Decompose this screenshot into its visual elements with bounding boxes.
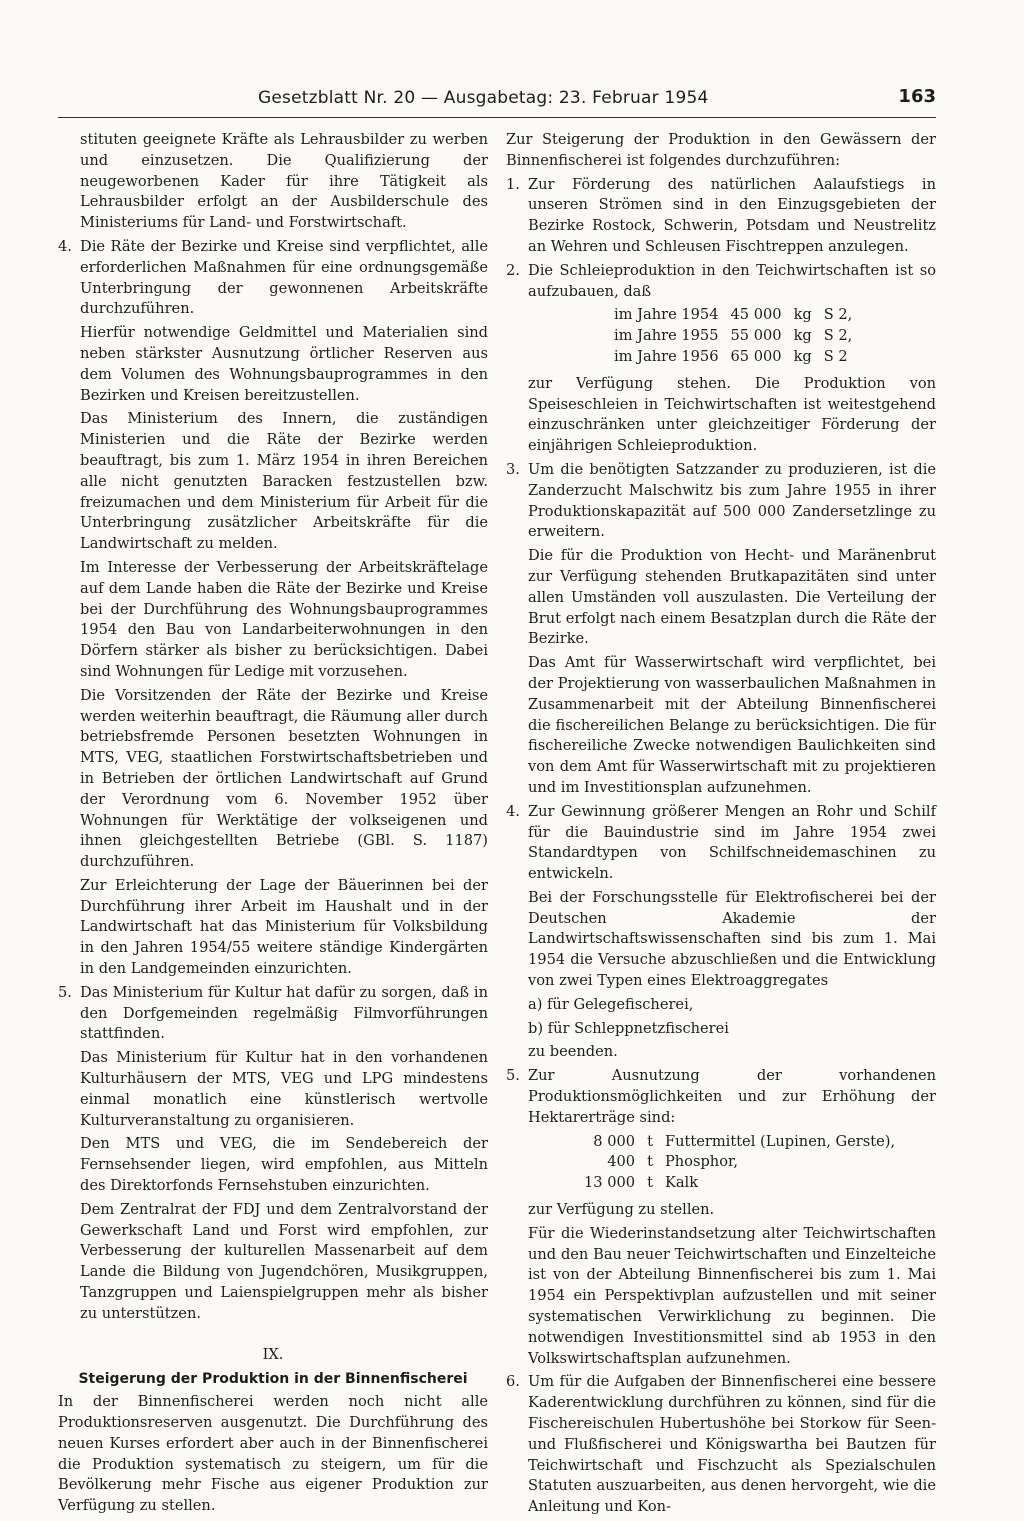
table-cell: 45 000 (730, 306, 782, 324)
table-row (608, 326, 858, 347)
paragraph: Zur Steigerung der Produktion in den Gewässern der Binnenfischerei ist folgendes durchzuführen: (506, 131, 936, 169)
table-cell: im Jahre 1954 (614, 306, 719, 324)
table-cell: t (647, 1132, 653, 1150)
paragraph: Zur Förderung des natürlichen Aalaufstiegs in unseren Strömen sind in den Einzugsgebieten der Bezirke Rostock, Schwerin, Potsdam und Neustrelitz an Wehren und Schleusen Fischtreppen anzulegen. (528, 175, 936, 255)
table-row (608, 305, 858, 326)
paragraph: Das Ministerium für Kultur hat dafür zu sorgen, daß in den Dorfgemeinden regelmäßig Filmvorführungen stattfinden. (80, 983, 488, 1043)
paragraph: Zur Ausnutzung der vorhandenen Produktionsmöglichkeiten und zur Erhöhung der Hektarerträge sind: (528, 1067, 936, 1126)
item-number: 2. (506, 261, 520, 279)
list-item-4 (506, 802, 936, 1064)
table-cell: t (647, 1153, 653, 1171)
table-row (578, 1152, 901, 1173)
item-number: 4. (506, 802, 520, 820)
paragraph: Die für die Produktion von Hecht- und Maränenbrut zur Verfügung stehenden Brutkapazitäten sind unter allen Umständen voll auszulasten. Die Verteilung der Brut erfolgt nach einem Besatzplan durch die Räte der Bezirke. (528, 547, 936, 648)
table-cell: 13 000 (584, 1174, 636, 1192)
paragraph: Im Interesse der Verbesserung der Arbeitskräftelage auf dem Lande haben die Räte der Bezirke und Kreise bei der Durchführung des Wohnungsbauprogrammes 1954 den Bau von Landarbeiterwohnungen in den Dörfern stärker als bisher zu berücksichtigen. Dabei sind Wohnungen für Ledige mit vorzusehen. (80, 558, 488, 680)
table-row (578, 1132, 901, 1153)
table-cell: S 2, (823, 327, 853, 345)
list-item-4 (58, 237, 488, 980)
paragraph: Um die benötigten Satzzander zu produzieren, ist die Zanderzucht Malschwitz bis zum Jahre 1955 in ihrer Produktionskapazität auf 500 000 Zandersetzlinge zu erweitern. (528, 460, 936, 541)
table-cell: Phosphor, (664, 1153, 738, 1171)
sub-item-a: a) für Gelegefischerei, (528, 995, 694, 1013)
paragraph: Dem Zentralrat der FDJ und dem Zentralvorstand der Gewerkschaft Land und Forst wird empfohlen, zur Verbesserung der kulturellen Massenarbeit auf dem Lande die Bildung von Jugendchören, Musikgruppen, Tanzgruppen und Laienspielgruppen mehr als bisher zu unterstützen. (80, 1200, 488, 1322)
production-table (608, 305, 858, 367)
paragraph: Den MTS und VEG, die im Sendebereich der Fernsehsender liegen, wird empfohlen, aus Mitteln des Direktorfonds Fernsehstuben einzurichten. (80, 1135, 488, 1195)
list-item-2 (506, 261, 936, 457)
table-cell: kg (793, 327, 812, 345)
list-item-6 (506, 1372, 936, 1518)
table-row (608, 347, 858, 368)
paragraph: zur Verfügung zu stellen. (528, 1201, 715, 1219)
list-item-3 (506, 460, 936, 799)
paragraph: Das Amt für Wasserwirtschaft wird verpflichtet, bei der Projektierung von wasserbaulichen Maßnahmen in Zusammenarbeit mit der Abteilung Binnenfischerei die fischereilichen Belange zu berücksichtigen. Die für fischereiliche Zwecke notwendigen Baulichkeiten sind von dem Amt für Wasserwirtschaft mit zu projektieren und im Investitionsplan aufzunehmen. (528, 654, 936, 796)
paragraph: Zur Gewinnung größerer Mengen an Rohr und Schilf für die Bauindustrie sind im Jahre 1954 zwei Standardtypen von Schilfschneidemaschinen zu entwickeln. (528, 802, 936, 883)
table-cell: Futtermittel (Lupinen, Gerste), (664, 1132, 896, 1150)
table-cell: im Jahre 1955 (614, 327, 719, 345)
list-item-5 (58, 983, 488, 1325)
item-number: 1. (506, 175, 520, 193)
section-title: Steigerung der Produktion in der Binnenfischerei (78, 1371, 468, 1388)
table-cell: 55 000 (730, 327, 782, 345)
table-cell: kg (793, 347, 812, 365)
item-number: 5. (58, 983, 72, 1001)
paragraph: Bei der Forschungsstelle für Elektrofischerei bei der Deutschen Akademie der Landwirtschaftswissenschaften sind bis zum 1. Mai 1954 die Versuche abzuschließen und die Entwicklung von zwei Typen eines Elektroaggregates (528, 888, 936, 990)
resources-table (578, 1132, 901, 1194)
paragraph: In der Binnenfischerei werden noch nicht alle Produktionsreserven ausgenutzt. Die Durchführung des neuen Kurses erfordert aber auch in der Binnenfischerei die Produktion systematisch zu steigern, um für die Bevölkerung mehr Fische aus eigener Produktion zur Verfügung zu stellen. (58, 1393, 488, 1515)
paragraph: Hierfür notwendige Geldmittel und Materialien sind neben stärkster Ausnutzung örtlicher Reserven aus dem Volumen des Wohnungsbauprogrammes in den Bezirken und Kreisen bereitzustellen. (80, 324, 488, 404)
table-cell: im Jahre 1956 (614, 347, 719, 365)
list-item-1 (506, 175, 936, 258)
table-cell: S 2, (823, 306, 853, 324)
page-header (58, 88, 936, 118)
right-column (506, 130, 936, 1521)
table-cell: 8 000 (593, 1132, 636, 1150)
table-cell: Kalk (664, 1174, 699, 1192)
paragraph: Die Vorsitzenden der Räte der Bezirke und Kreise werden weiterhin beauftragt, die Räumung aller durch betriebsfremde Personen besetzten Wohnungen in MTS, VEG, staatlichen Forstwirtschaftsbetrieben und in Betrieben der örtlichen Landwirtschaft auf Grund der Verordnung vom 6. November 1952 über Wohnungen für Werktätige der volkseigenen und ihnen gleichgestellten Betriebe (GBl. S. 1187) durchzuführen. (80, 686, 488, 871)
header-title: Gesetzblatt Nr. 20 — Ausgabetag: 23. Februar 1954 (258, 88, 709, 108)
table-row (578, 1173, 901, 1194)
item-number: 6. (506, 1373, 520, 1391)
table-cell: t (647, 1174, 653, 1192)
paragraph: zu beenden. (528, 1043, 618, 1061)
paragraph: Zur Erleichterung der Lage der Bäuerinnen bei der Durchführung ihrer Arbeit im Haushalt und in der Landwirtschaft hat das Ministerium für Volksbildung in den Jahren 1954/55 weitere ständige Kindergärten in den Landgemeinden einzurichten. (80, 876, 488, 978)
table-cell: 400 (607, 1153, 636, 1171)
paragraph: Das Ministerium für Kultur hat in den vorhandenen Kulturhäusern der MTS, VEG und LPG mindestens einmal monatlich eine künstlerisch wertvolle Kulturveranstaltung zu organisieren. (80, 1049, 488, 1129)
paragraph: Um für die Aufgaben der Binnenfischerei eine bessere Kaderentwicklung durchführen zu können, sind für die Fischereischulen Hubertushöhe bei Storkow für Seen- und Flußfischerei und Königswartha bei Bautzen für Teichwirtschaft und Fischzucht als Spezialschulen Statuten auszuarbeiten, aus denen hervorgeht, wie die Anleitung und Kon- (528, 1373, 936, 1516)
list-item-5 (506, 1066, 936, 1369)
paragraph: zur Verfügung stehen. Die Produktion von Speiseschleien in Teichwirtschaften ist weitestgehend einzuschränken unter gleichzeitiger Förderung der einjährigen Schleieproduktion. (528, 374, 936, 455)
paragraph: Die Schleieproduktion in den Teichwirtschaften ist so aufzubauen, daß (528, 261, 936, 300)
item-number: 5. (506, 1067, 520, 1085)
paragraph: Für die Wiederinstandsetzung alter Teichwirtschaften und den Bau neuer Teichwirtschaften und Einzelteiche ist von der Abteilung Binnenfischerei bis zum 1. Mai 1954 ein Perspektivplan aufzustellen und mit seiner systematischen Verwirklichung zu beginnen. Die notwendigen Investitionsmittel sind ab 1953 in den Volkswirtschaftsplan aufzunehmen. (528, 1224, 936, 1367)
item-number: 3. (506, 460, 520, 478)
paragraph: Das Ministerium des Innern, die zuständigen Ministerien und die Räte der Bezirke werden beauftragt, bis zum 1. März 1954 in ihren Bereichen alle nicht genutzten Baracken festzustellen bzw. freizumachen und dem Ministerium für Arbeit für die Unterbringung zusätzlicher Arbeitskräfte für die Landwirtschaft zu melden. (80, 410, 488, 553)
table-cell: S 2 (823, 347, 848, 365)
sub-item-b: b) für Schleppnetzfischerei (528, 1019, 729, 1037)
left-column (58, 130, 488, 1520)
page-number: 163 (898, 86, 936, 107)
paragraph: Die Räte der Bezirke und Kreise sind verpflichtet, alle erforderlichen Maßnahmen für eine ordnungsgemäße Unterbringung der gewonnenen Arbeitskräfte durchzuführen. (80, 237, 488, 318)
section-number: IX. (262, 1345, 284, 1363)
paragraph: stituten geeignete Kräfte als Lehrausbilder zu werben und einzusetzen. Die Qualifizierung der neugeworbenen Kader für ihre Tätigkeit als Lehrausbilder erfolgt an der Ausbilderschule des Ministeriums für Land- und Forstwirtschaft. (80, 131, 488, 232)
header-rule (58, 117, 936, 118)
table-cell: 65 000 (730, 347, 782, 365)
item-number: 4. (58, 237, 72, 255)
table-cell: kg (793, 306, 812, 324)
